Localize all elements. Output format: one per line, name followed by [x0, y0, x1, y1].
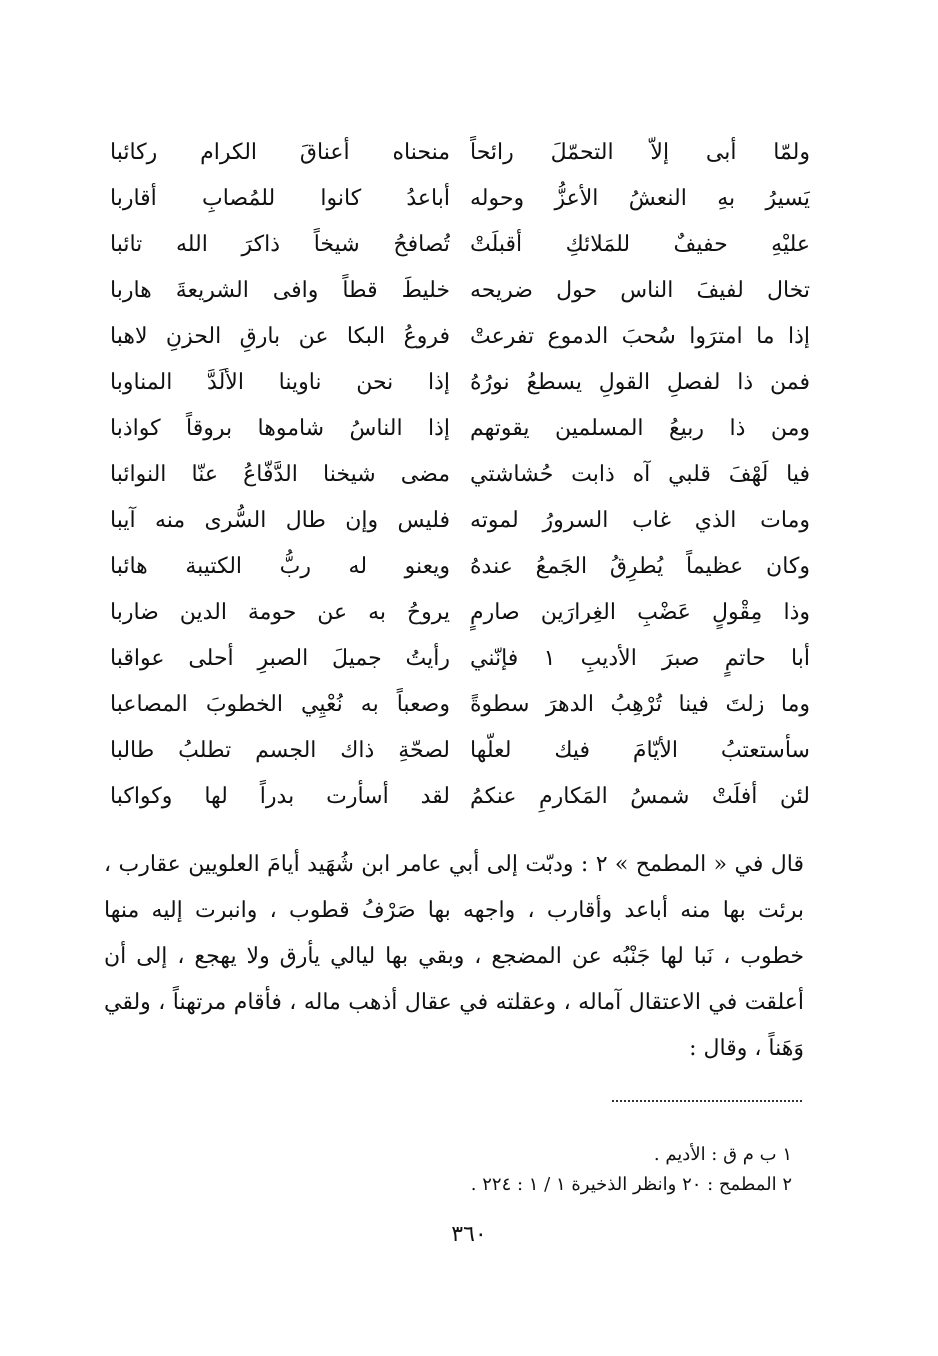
verse — [110, 544, 810, 590]
footnote: ١ ب م ق : الأديم . — [653, 1144, 792, 1165]
footnote: ٢ المطمح : ٢٠ وانظر الذخيرة ١ / ١ : ٢٢٤ . — [470, 1174, 792, 1195]
verse-second-hemistich: لصحّةِ ذاك الجسم تطلبُ طالبا — [110, 738, 450, 763]
verse-first-hemistich: يَسيرُ بهِ النعشُ الأعزُّ وحوله — [470, 186, 810, 211]
verse — [110, 406, 810, 452]
verse-second-hemistich: يروحُ به عن حومة الدين ضاربا — [110, 600, 450, 625]
verse-second-hemistich: إذا نحن ناوينا الألَدَّ المناوبا — [110, 370, 450, 395]
verse-second-hemistich: فروعُ البكا عن بارقِ الحزنِ لاهبا — [110, 324, 450, 349]
prose-line: قال في « المطمح » ٢ : ودبّت إلى أبي عامر ابن شُهَيد أيامَ العلويين عقارب ، — [104, 852, 804, 877]
verse-first-hemistich: وذا مِقْولٍ عَضْبِ الغِرارَين صارمٍ — [470, 600, 810, 625]
verse-first-hemistich: أبا حاتمٍ صبرَ الأديبِ ١ فإنّني — [470, 646, 810, 671]
verse-first-hemistich: فيا لَهْفَ قلبي آه ذابت حُشاشتي — [470, 462, 810, 487]
verse — [110, 590, 810, 636]
verse-first-hemistich: لئن أفلَتْ شمسُ المَكارمِ عنكمُ — [470, 784, 810, 809]
prose-paragraph — [104, 842, 804, 1072]
verse-second-hemistich: لقد أسأرت بدراً لها وكواكبا — [110, 784, 450, 809]
verse-first-hemistich: إذا ما امترَوا سُحبَ الدموع تفرعتْ — [470, 324, 810, 349]
verse-first-hemistich: وما زلتَ فينا تُرْهِبُ الدهرَ سطوةً — [470, 692, 810, 717]
verse-second-hemistich: وصعباً به نُعْيِي الخطوبَ المصاعبا — [110, 692, 450, 717]
verse — [110, 268, 810, 314]
verse-second-hemistich: أباعدُ كانوا للمُصابِ أقاربا — [110, 186, 450, 211]
verse-first-hemistich: فمن ذا لفصلِ القولِ يسطعُ نورُهُ — [470, 370, 810, 395]
verse — [110, 130, 810, 176]
verse-second-hemistich: خليطَ قطاً وافى الشريعةَ هاربا — [110, 278, 450, 303]
footnotes — [471, 1140, 792, 1200]
verse — [110, 176, 810, 222]
verse — [110, 682, 810, 728]
verse-second-hemistich: فليس وإن طال السُّرى منه آيبا — [110, 508, 450, 533]
verse — [110, 452, 810, 498]
verse-first-hemistich: ولمّا أبى إلاّ التحمّلَ رائحاً — [470, 140, 810, 165]
verse-second-hemistich: مضى شيخنا الدَّفّاعُ عنّا النوائبا — [110, 462, 450, 487]
page-number: ٣٦٠ — [451, 1222, 487, 1247]
prose-line: خطوب ، نَبا لها جَنْبُه عن المضجع ، وبقي بها ليالي يأرق ولا يهجع ، إلى أن — [104, 944, 804, 969]
verse — [110, 314, 810, 360]
verse — [110, 498, 810, 544]
verse-second-hemistich: منحناه أعناقَ الكرام ركائبا — [110, 140, 450, 165]
verse-first-hemistich: ومن ذا ربيعُ المسلمين يقوتهم — [470, 416, 810, 441]
footnote-separator — [612, 1100, 802, 1102]
verse-first-hemistich: عليْهِ حفيفٌ للمَلائكِ أقبلَتْ — [470, 232, 810, 257]
verse — [110, 728, 810, 774]
verse-first-hemistich: وكان عظيماً يُطرِقُ الجَمعُ عندهُ — [470, 554, 810, 579]
poem — [110, 130, 810, 820]
verse-second-hemistich: إذا الناسُ شاموها بروقاً كواذبا — [110, 416, 450, 441]
verse — [110, 222, 810, 268]
verse-second-hemistich: تُصافحُ شيخاً ذاكرَ الله تائبا — [110, 232, 450, 257]
prose-line: برئت بها منه أباعد وأقارب ، واجهه بها صَرْفُ قطوب ، وانبرت إليه منها — [104, 898, 804, 923]
verse-first-hemistich: سأستعتبُ الأيّامَ فيك لعلّها — [470, 738, 810, 763]
verse-first-hemistich: ومات الذي غاب السرورُ لموته — [470, 508, 810, 533]
verse-second-hemistich: رأيتُ جميلَ الصبرِ أحلى عواقبا — [110, 646, 450, 671]
verse — [110, 360, 810, 406]
verse-second-hemistich: ويعنو له ربُّ الكتيبة هائبا — [110, 554, 450, 579]
prose-line: أعلقت في الاعتقال آماله ، وعقلته في عقال أذهب ماله ، فأقام مرتهناً ، ولقي — [104, 990, 804, 1015]
verse-first-hemistich: تخال لفيفَ الناس حول ضريحه — [470, 278, 810, 303]
verse — [110, 636, 810, 682]
verse — [110, 774, 810, 820]
prose-line: وَهَناً ، وقال : — [689, 1036, 804, 1061]
